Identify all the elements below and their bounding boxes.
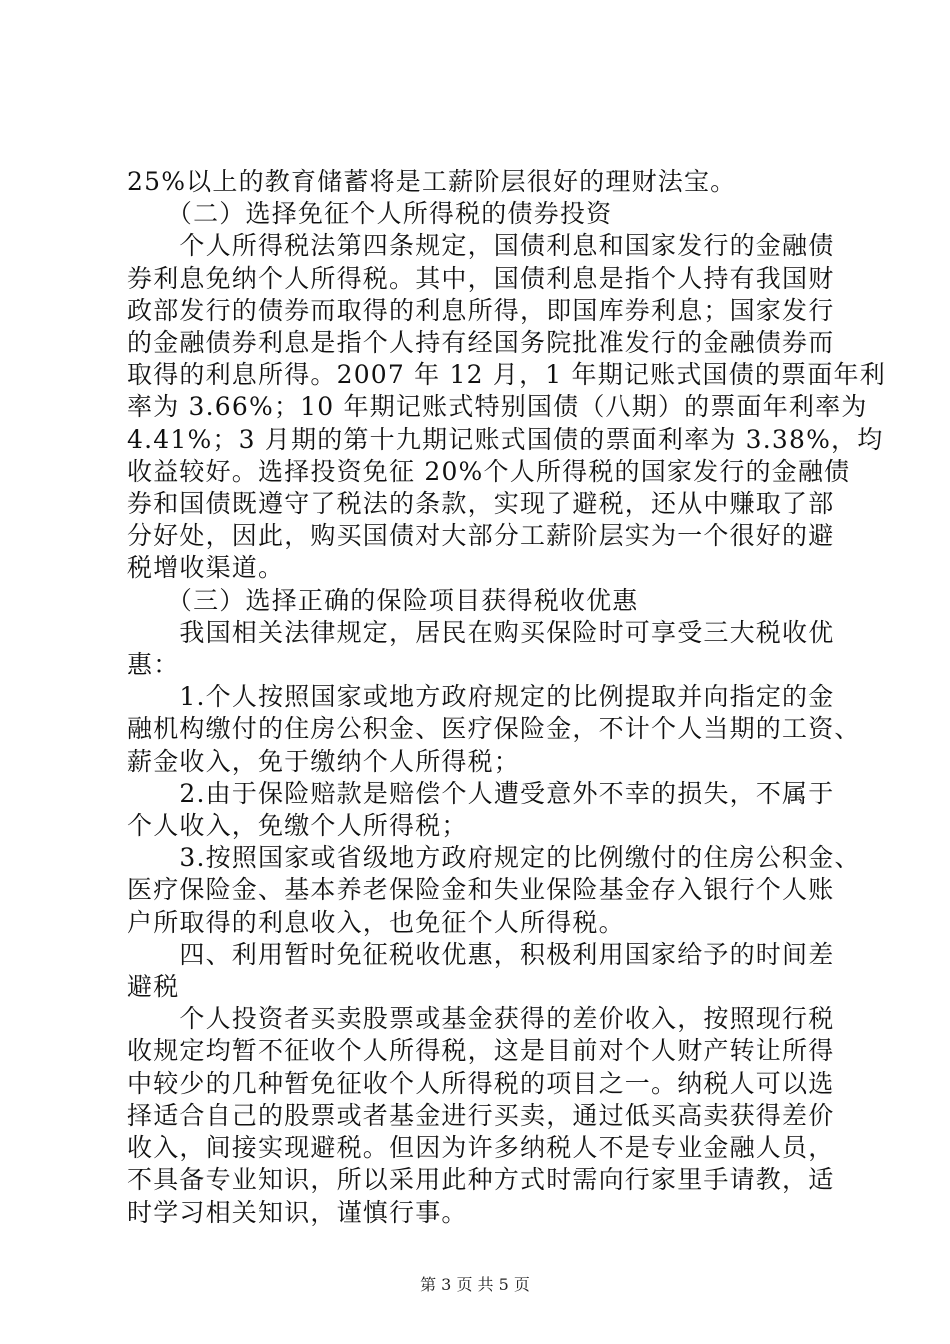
text-line: 时学习相关知识，谨慎行事。: [127, 1197, 468, 1227]
text-line: 的金融债券利息是指个人持有经国务院批准发行的金融债券而: [127, 328, 835, 358]
text-line: 医疗保险金、基本养老保险金和失业保险基金存入银行个人账: [127, 875, 835, 905]
text-line: 不具备专业知识，所以采用此种方式时需向行家里手请教，适: [127, 1165, 835, 1195]
text-line: 个人投资者买卖股票或基金获得的差价收入，按照现行税: [127, 1004, 835, 1034]
text-line: 券利息免纳个人所得税。其中，国债利息是指个人持有我国财: [127, 263, 835, 293]
text-line: 户所取得的利息收入，也免征个人所得税。: [127, 907, 625, 937]
text-line: 中较少的几种暂免征收个人所得税的项目之一。纳税人可以选: [127, 1068, 835, 1098]
section-heading: （三）选择正确的保险项目获得税收优惠: [127, 585, 639, 615]
text-line: 取得的利息所得。2007 年 12 月，1 年期记账式国债的票面年利: [127, 360, 886, 390]
page-number-footer: 第 3 页 共 5 页: [420, 1275, 530, 1294]
text-line: 收益较好。选择投资免征 20%个人所得税的国家发行的金融债: [127, 456, 851, 486]
text-line: 税增收渠道。: [127, 553, 285, 583]
text-line: 分好处，因此，购买国债对大部分工薪阶层实为一个很好的避: [127, 521, 835, 551]
text-line: 我国相关法律规定，居民在购买保险时可享受三大税收优: [127, 617, 835, 647]
text-line: 券和国债既遵守了税法的条款，实现了避税，还从中赚取了部: [127, 489, 835, 519]
text-line: 避税: [127, 972, 180, 1002]
section-heading: 四、利用暂时免征税收优惠，积极利用国家给予的时间差: [127, 939, 835, 969]
text-line: 政部发行的债券而取得的利息所得，即国库券利息；国家发行: [127, 295, 835, 325]
text-line: 融机构缴付的住房公积金、医疗保险金，不计个人当期的工资、: [127, 714, 861, 744]
text-line: 收规定均暂不征收个人所得税，这是目前对个人财产转让所得: [127, 1036, 835, 1066]
list-item: 2.由于保险赔款是赔偿个人遭受意外不幸的损失，不属于: [127, 778, 835, 808]
text-line: 25%以上的教育储蓄将是工薪阶层很好的理财法宝。: [127, 167, 737, 196]
text-line: 惠：: [127, 650, 180, 680]
text-line: 薪金收入，免于缴纳个人所得税；: [127, 746, 521, 776]
list-item: 1.个人按照国家或地方政府规定的比例提取并向指定的金: [127, 682, 835, 712]
list-item: 3.按照国家或省级地方政府规定的比例缴付的住房公积金、: [127, 843, 861, 873]
document-body: [127, 166, 886, 1229]
section-heading: （二）选择免征个人所得税的债券投资: [127, 199, 613, 229]
text-line: 率为 3.66%；10 年期记账式特别国债（八期）的票面年利率为: [127, 392, 868, 422]
text-line: 收入，间接实现避税。但因为许多纳税人不是专业金融人员，: [127, 1133, 835, 1163]
text-line: 4.41%；3 月期的第十九期记账式国债的票面利率为 3.38%，均: [127, 424, 884, 454]
text-line: 择适合自己的股票或者基金进行买卖，通过低买高卖获得差价: [127, 1100, 835, 1130]
text-line: 个人所得税法第四条规定，国债利息和国家发行的金融债: [127, 231, 835, 261]
text-line: 个人收入，免缴个人所得税；: [127, 811, 468, 841]
